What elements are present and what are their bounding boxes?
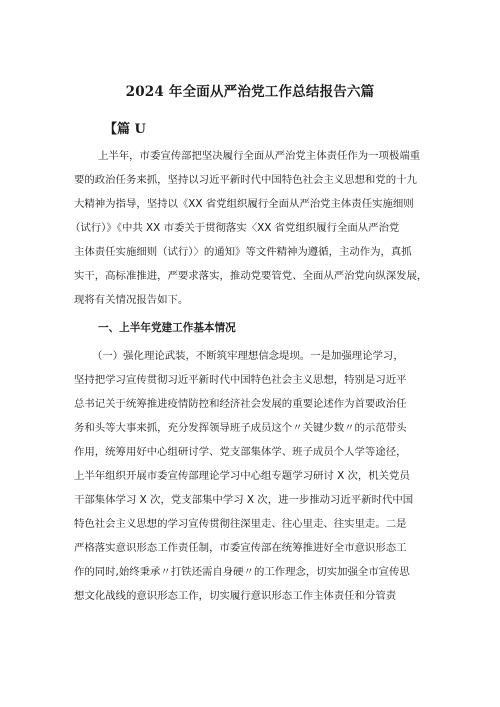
section-label: 【篇 U [104,122,146,137]
paragraph-line: 特色社会主义思想的学习宣传贯彻往深里走、往心里走、往实里走。二是 [74,518,407,530]
paragraph-line: 想文化战线的意识形态工作，切实履行意识形态工作主体责任和分管责 [74,590,397,602]
paragraph-line: 上半年组织开展市委宣传部理论学习中心组专题学习研讨 X 次，机关党员 [74,470,410,482]
paragraph-line: 坚持把学习宣传贯彻习近平新时代中国特色社会主义思想，特别是习近平 [74,374,407,386]
paragraph-line: （一）强化理论武装，不断筑牢理想信念堤坝。一是加强理论学习， [92,350,404,362]
paragraph-line: 要的政治任务来抓，坚持以习近平新时代中国特色社会主义思想和党的十九 [74,174,417,186]
paragraph-line: 作用，统筹用好中心组研讨学、党支部集体学、班子成员个人学等途径， [74,446,407,458]
paragraph-line: 主体责任实施细则（试行）〉的通知》等文件精神为遵循，主动作为，真抓 [74,246,412,258]
paragraph-line: 现将有关情况报告如下。 [74,294,189,306]
paragraph-line: 作的同时,始终秉承〃打铁还需自身硬〃的工作理念，切实加强全市宣传思 [74,566,410,578]
section-heading: 一、上半年党建工作基本情况 [98,322,236,334]
paragraph-line: 严格落实意识形态工作责任制，市委宣传部在统筹推进好全市意识形态工 [74,542,407,554]
document-title: 2024 年全面从严治党工作总结报告六篇 [125,84,375,100]
paragraph-line: 干部集体学习 X 次，党支部集中学习 X 次，进一步推动习近平新时代中国 [74,494,414,506]
paragraph-line: 大精神为指导，坚持以《XX 省党组织履行全面从严治党主体责任实施细则 [74,198,414,210]
paragraph-line: （试行）》《中共 XX 市委关于贯彻落实〈XX 省党组织履行全面从严治党 [70,222,400,234]
paragraph-line: 总书记关于统筹推进疫情防控和经济社会发展的重要论述作为首要政治任 [74,398,407,410]
paragraph-line: 实干，高标准推进，严要求落实，推动党要管党、全面从严治党向纵深发展， [74,270,428,282]
paragraph-line: 务和头等大事来抓，充分发挥领导班子成员这个〃关键少数〃的示范带头 [74,422,407,434]
paragraph-line: 上半年，市委宣传部把坚决履行全面从严治党主体责任作为一项极端重 [98,150,421,162]
